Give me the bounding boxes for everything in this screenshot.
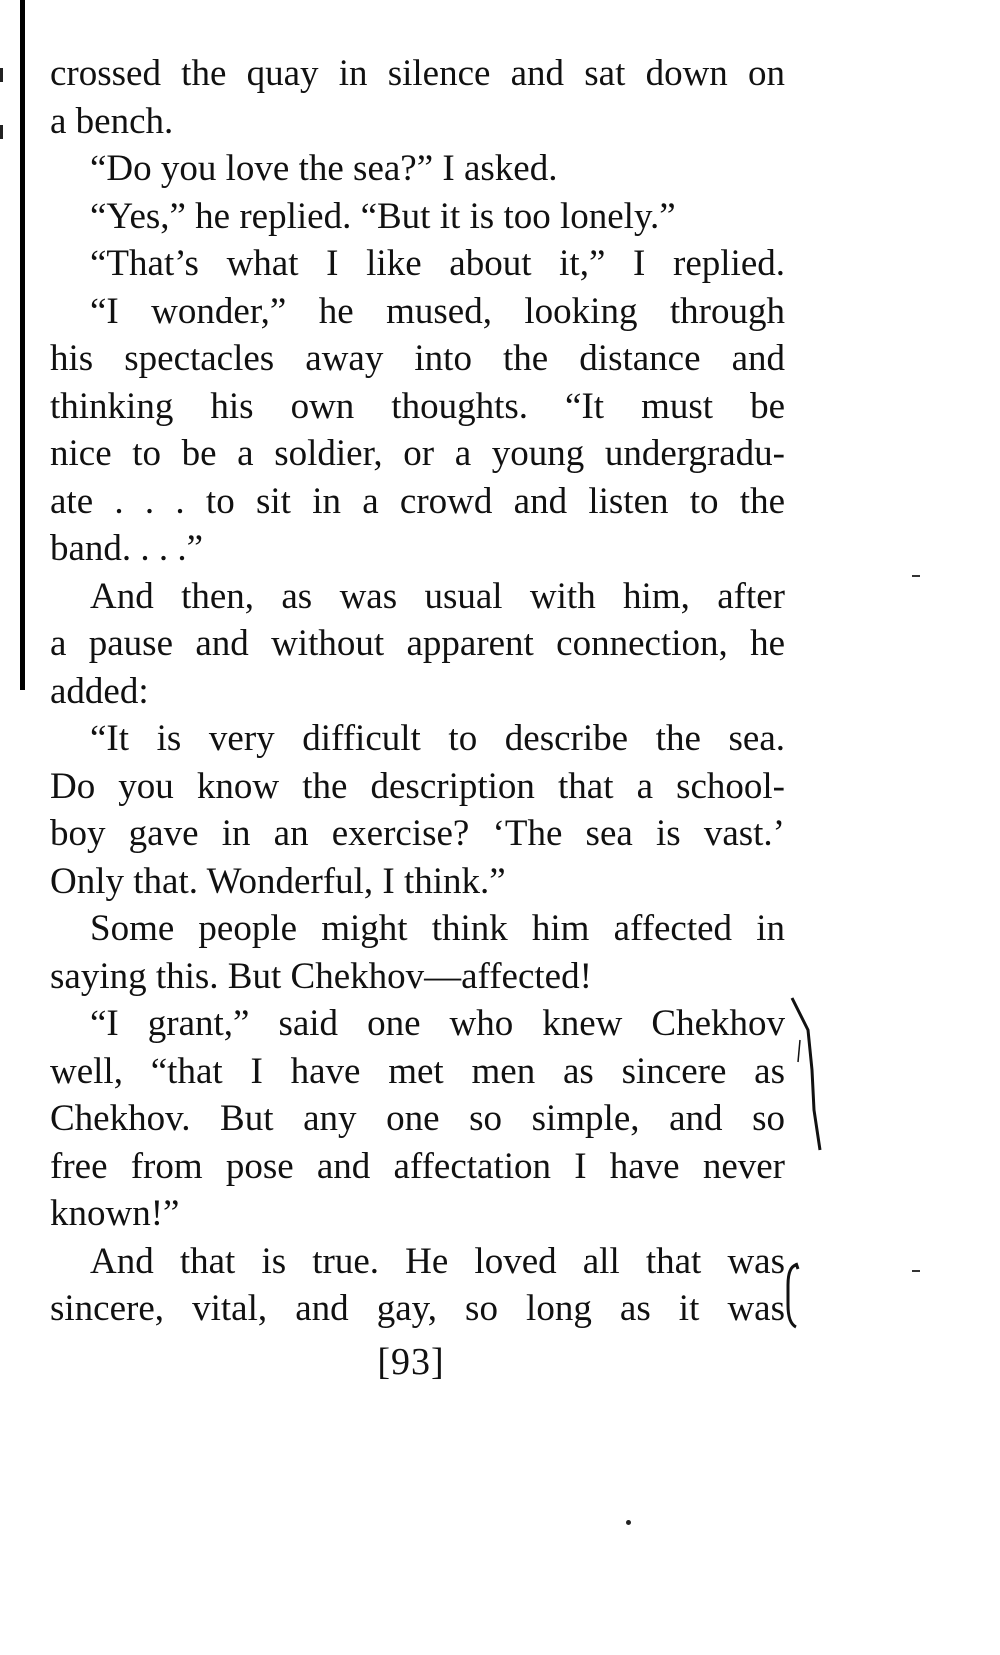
page-number: [93] [377,1341,445,1383]
text-line: nice to be a soldier, or a young undergradu- [50,433,785,474]
left-edge-mark [0,68,3,82]
text-line: free from pose and affectation I have never [50,1145,785,1187]
text-line: a pause and without apparent connection, he [50,623,785,664]
page-body [50,50,785,1333]
text-line: thinking his own thoughts. “It must be [50,385,785,427]
text-line: And that is true. He loved all that was [90,1240,785,1282]
text-line: “I grant,” said one who knew Chekhov [90,1003,785,1044]
text-line: saying this. But Chekhov—affected! [50,955,592,997]
right-edge-mark [912,575,920,577]
right-edge-mark [912,1270,920,1272]
text-line: “Do you love the sea?” I asked. [90,148,558,189]
text-line: Some people might think him affected in [90,908,785,949]
text-line: boy gave in an exercise? ‘The sea is vast.’ [50,813,785,854]
text-line: known!” [50,1193,180,1234]
text-line: And then, as was usual with him, after [90,575,785,617]
text-line: his spectacles away into the distance and [50,338,785,379]
left-margin-rule [20,0,25,690]
text-line: “Yes,” he replied. “But it is too lonely.” [90,195,676,237]
text-line: “It is very difficult to describe the sea. [90,718,785,759]
text-line: band. . . .” [50,528,204,569]
text-line: Do you know the description that a school- [50,765,785,807]
text-line: Chekhov. But any one so simple, and so [50,1098,785,1139]
left-edge-mark [0,125,3,139]
margin-bracket-mark [790,990,830,1160]
margin-bracket-mark [782,1255,806,1335]
text-line: ate . . . to sit in a crowd and listen to the [50,480,785,522]
text-line: a bench. [50,100,174,142]
ink-speck [626,1520,631,1525]
text-line: well, “that I have met men as sincere as [50,1050,785,1092]
text-line: added: [50,670,149,712]
text-line: “That’s what I like about it,” I replied. [90,243,785,284]
text-line: sincere, vital, and gay, so long as it was [50,1288,785,1329]
text-line: Only that. Wonderful, I think.” [50,860,506,902]
text-line: crossed the quay in silence and sat down on [50,53,785,94]
text-line: “I wonder,” he mused, looking through [90,290,785,332]
